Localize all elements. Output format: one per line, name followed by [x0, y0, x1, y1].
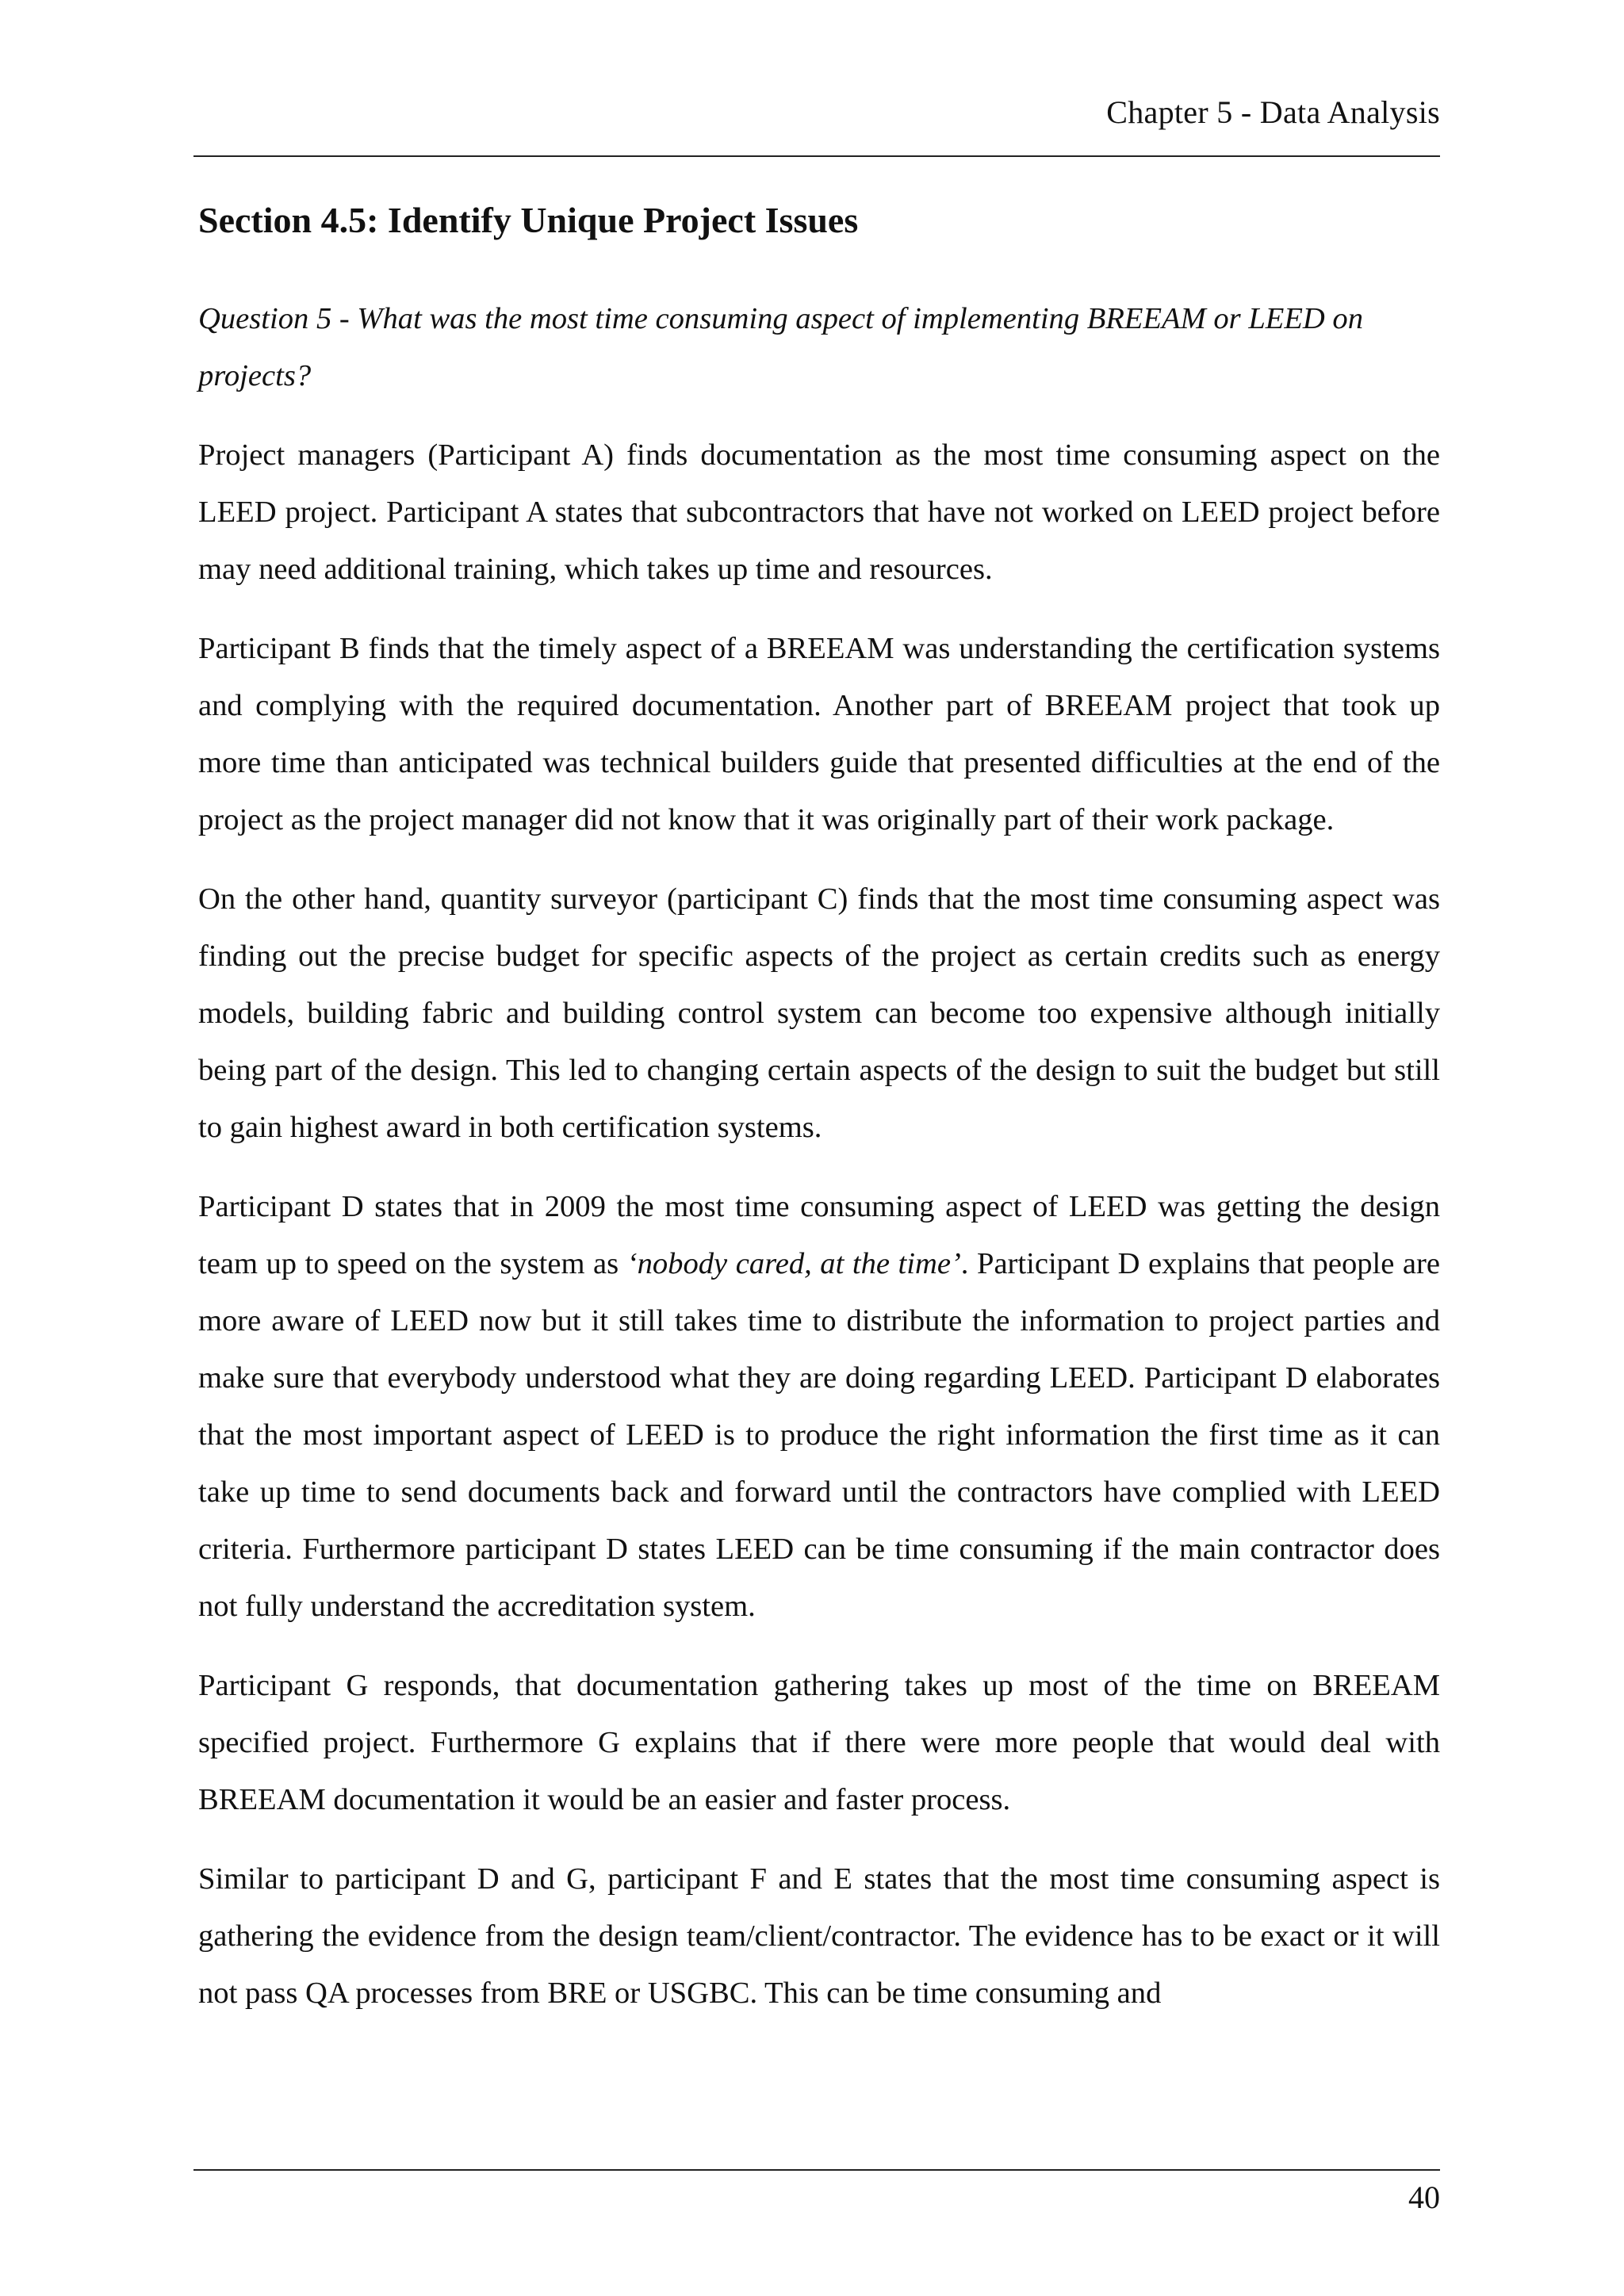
running-header: Chapter 5 - Data Analysis [1106, 94, 1440, 130]
footer-divider [193, 2169, 1440, 2171]
paragraph-participant-d-rest: . Participant D explains that people are more aware of LEED now but it still takes time to distribute the information to project parties and make sure that everybody understood what they are doing regarding LEED. Participant D elaborates that the most important aspect of LEED is to produce the right information the first time as it can take up time to send documents back and forward until the contractors have complied with LEED criteria. Furthermore participant D states LEED can be time consuming if the main contractor does not fully understand the accreditation system. [198, 1247, 1441, 1623]
question-text: Question 5 - What was the most time consuming aspect of implementing BREEAM or LEED on projects? [198, 302, 1364, 392]
paragraph-participant-d [198, 1178, 1440, 1635]
paragraph-participant-a: Project managers (Participant A) finds documentation as the most time consuming aspect on the LEED project. Participant A states that subcontractors that have not worked on LEED project before may need additional training, which takes up time and resources. [198, 438, 1440, 586]
section-title: Section 4.5: Identify Unique Project Issues [198, 200, 859, 240]
paragraph-participants-e-f: Similar to participant D and G, participant F and E states that the most time consuming aspect is gathering the evidence from the design team/client/contractor. The evidence has to be exact or it will not pass QA processes from BRE or USGBC. This can be time consuming and [198, 1862, 1440, 2010]
paragraph-participant-c: On the other hand, quantity surveyor (participant C) finds that the most time consuming aspect was finding out the precise budget for specific aspects of the project as certain credits such as energy models, building fabric and building control system can become too expensive although initially being part of the design. This led to changing certain aspects of the design to suit the budget but still to gain highest award in both certification systems. [198, 882, 1440, 1144]
header-divider [193, 155, 1440, 157]
paragraph-participant-b: Participant B finds that the timely aspect of a BREEAM was understanding the certification systems and complying with the required documentation. Another part of BREEAM project that took up more time than anticipated was technical builders guide that presented difficulties at the end of the project as the project manager did not know that it was originally part of their work package. [198, 632, 1440, 836]
body-content [198, 290, 1440, 2044]
page-number: 40 [1408, 2179, 1440, 2215]
paragraph-participant-g: Participant G responds, that documentation gathering takes up most of the time on BREEAM specified project. Furthermore G explains that if there were more people that would deal with BREEAM documentation it would be an easier and faster process. [198, 1669, 1440, 1816]
participant-d-quote: ‘nobody cared, at the time’ [626, 1247, 961, 1280]
paragraph-participant-d-lead: Participant D states that in 2009 the most time consuming aspect of LEED was getting the design team up to speed on the system as [198, 1190, 1440, 1280]
